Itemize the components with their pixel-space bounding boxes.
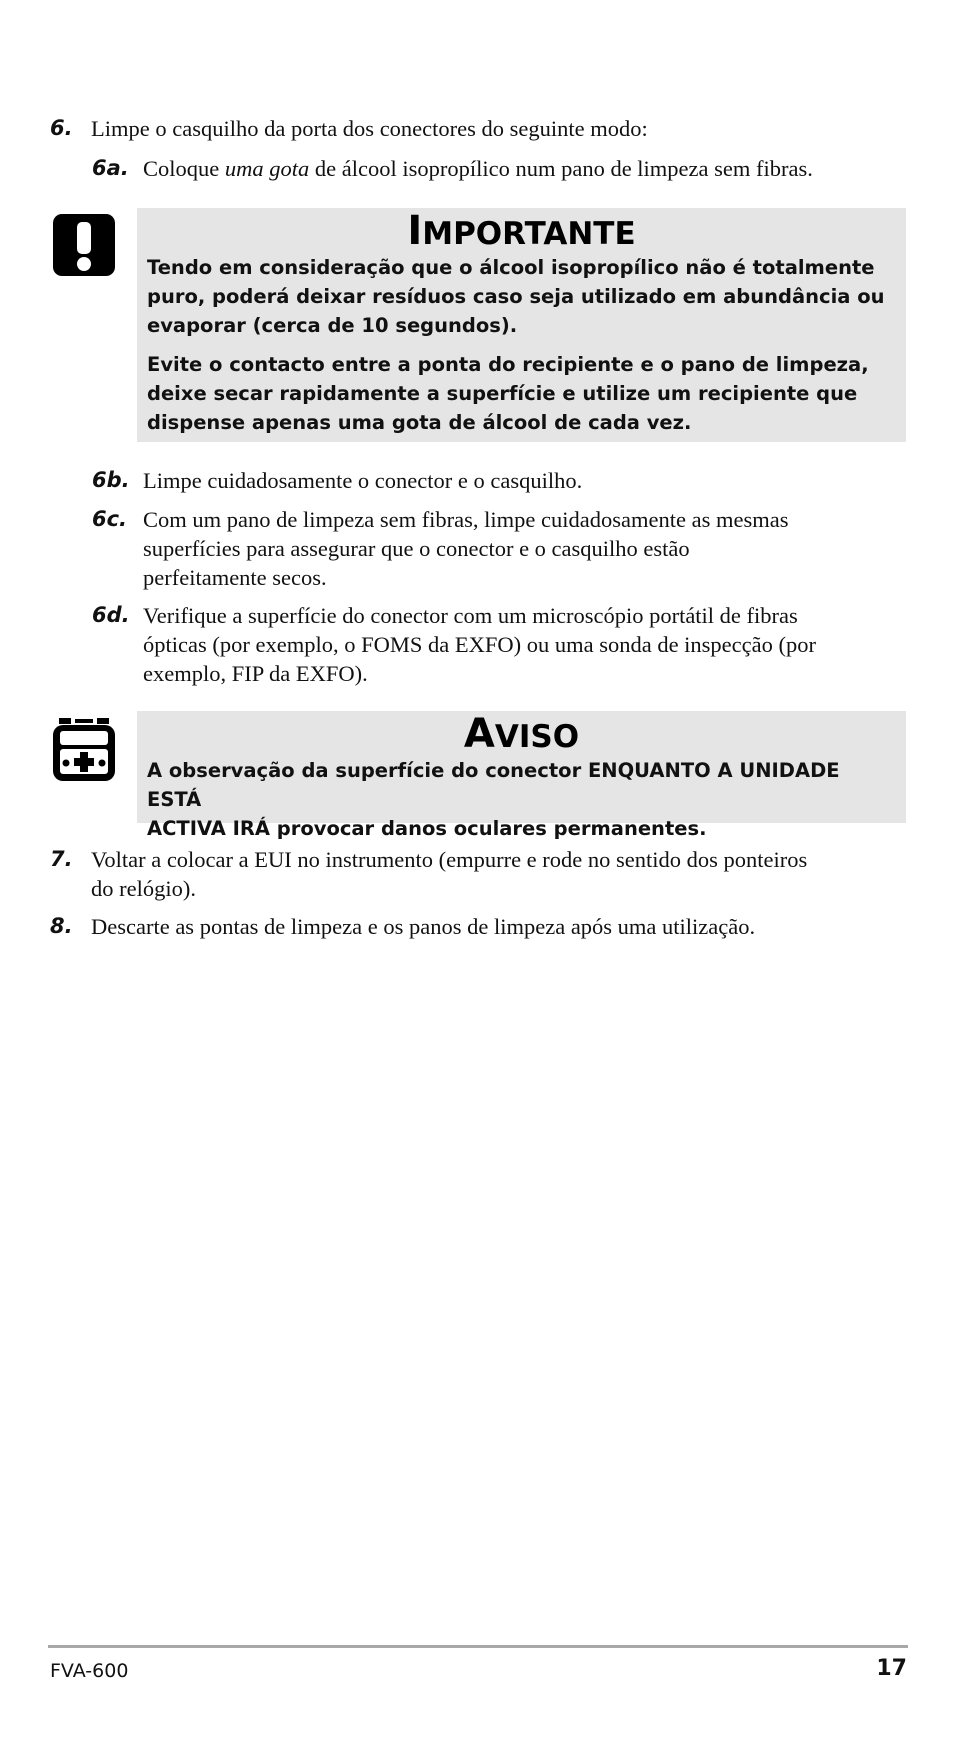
footer-rule [48,1645,908,1648]
ambulance-icon [53,718,115,787]
step-6b-text: Limpe cuidadosamente o conector e o casquilho. [143,468,583,493]
page-number: 17 [876,1656,907,1681]
warning-title: AVISO [463,711,580,757]
exclamation-icon [53,214,115,281]
step-number-6: 6. [50,116,73,140]
step-number-7: 7. [50,847,73,871]
step-6a-emphasis: uma gota [224,156,310,181]
step-6a-text [143,154,813,183]
step-6a-post: de álcool isopropílico num pano de limpeza sem fibras. [309,156,813,181]
important-title: IMPORTANTE [407,208,636,254]
step-number-6c: 6c. [92,507,128,531]
step-6-text: Limpe o casquilho da porta dos conectores do seguinte modo: [91,116,648,141]
footer-product: FVA-600 [50,1660,129,1682]
step-number-6b: 6b. [92,468,130,492]
important-paragraph-1: Tendo em consideração que o álcool isopropílico não é totalmente puro, poderá deixar resíduos caso seja utilizado em abundância ou evaporar (cerca de 10 segundos). [147,256,885,337]
warning-notice [137,711,906,840]
important-notice [137,208,906,442]
step-6c-text: Com um pano de limpeza sem fibras, limpe cuidadosamente as mesmas superfícies para assegurar que o conector e o casquilho estão perfeitamente secos. [143,507,789,590]
step-6d-text: Verifique a superfície do conector com um microscópio portátil de fibras ópticas (por exemplo, o FOMS da EXFO) ou uma sonda de inspecção (por exemplo, FIP da EXFO). [143,603,816,686]
step-7-text: Voltar a colocar a EUI no instrumento (empurre e rode no sentido dos ponteiros do relógio). [91,847,808,901]
step-6a-pre: Coloque [143,156,225,181]
step-8-text: Descarte as pontas de limpeza e os panos de limpeza após uma utilização. [91,914,756,939]
warning-paragraph: A observação da superfície do conector ENQUANTO A UNIDADE ESTÁ ACTIVA IRÁ provocar danos oculares permanentes. [147,759,840,840]
step-number-6a: 6a. [92,156,129,180]
step-number-6d: 6d. [92,603,130,627]
step-number-8: 8. [50,914,73,938]
important-paragraph-2: Evite o contacto entre a ponta do recipiente e o pano de limpeza, deixe secar rapidamente a superfície e utilize um recipiente que dispense apenas uma gota de álcool de cada vez. [147,353,869,434]
